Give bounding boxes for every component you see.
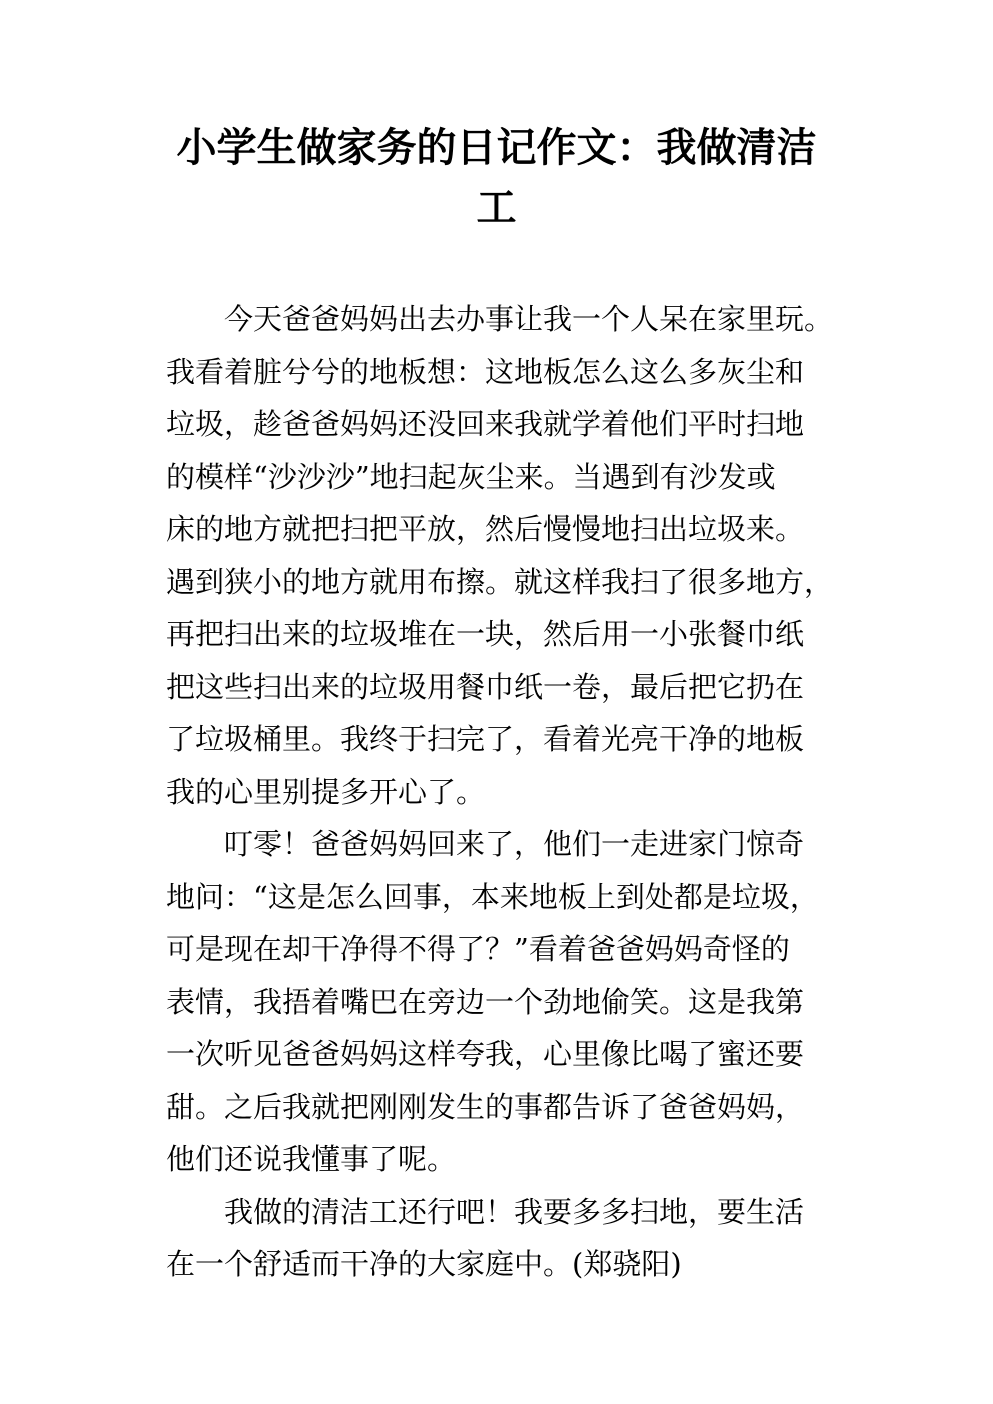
text-line: 垃圾，趁爸爸妈妈还没回来我就学着他们平时扫地 (166, 407, 805, 441)
text-line: 我的心里别提多开心了。 (166, 774, 486, 809)
text-line: 遇到狭小的地方就用布擦。就这样我扫了很多地方， (166, 564, 834, 599)
text-line: 他们还说我懂事了呢。 (166, 1142, 457, 1176)
document-title (120, 118, 873, 238)
text-line: 地问：“这是怎么回事，本来地板上到处都是垃圾， (166, 879, 819, 914)
text-line: 叮零！爸爸妈妈回来了，他们一走进家门惊奇 (224, 827, 805, 861)
paragraph-2 (166, 818, 846, 1186)
text-line: 一次听见爸爸妈妈这样夸我，心里像比喝了蜜还要 (166, 1037, 805, 1071)
paragraph-3 (166, 1186, 846, 1291)
text-line: 再把扫出来的垃圾堆在一块，然后用一小张餐巾纸 (166, 617, 805, 651)
text-line: 可是现在却干净得不得了？”看着爸爸妈妈奇怪的 (166, 932, 790, 966)
document-body (166, 293, 846, 1291)
text-line: 我看着脏兮兮的地板想：这地板怎么这么多灰尘和 (166, 354, 805, 389)
text-line: 了垃圾桶里。我终于扫完了，看着光亮干净的地板 (166, 722, 805, 756)
title-line-1: 小学生做家务的日记作文：我做清洁 (176, 125, 817, 171)
text-line: 甜。之后我就把刚刚发生的事都告诉了爸爸妈妈， (166, 1089, 805, 1124)
text-line: 把这些扫出来的垃圾用餐巾纸一卷，最后把它扔在 (166, 669, 805, 704)
text-line: 今天爸爸妈妈出去办事让我一个人呆在家里玩。 (224, 302, 834, 336)
text-line: 在一个舒适而干净的大家庭中。(郑骁阳) (166, 1247, 682, 1281)
text-line: 表情，我捂着嘴巴在旁边一个劲地偷笑。这是我第 (166, 984, 805, 1019)
title-line-2: 工 (476, 185, 517, 231)
text-line: 床的地方就把扫把平放，然后慢慢地扫出垃圾来。 (166, 512, 805, 546)
text-line: 的模样“沙沙沙”地扫起灰尘来。当遇到有沙发或 (166, 459, 776, 494)
paragraph-1 (166, 293, 846, 818)
text-line: 我做的清洁工还行吧！我要多多扫地，要生活 (224, 1194, 805, 1229)
